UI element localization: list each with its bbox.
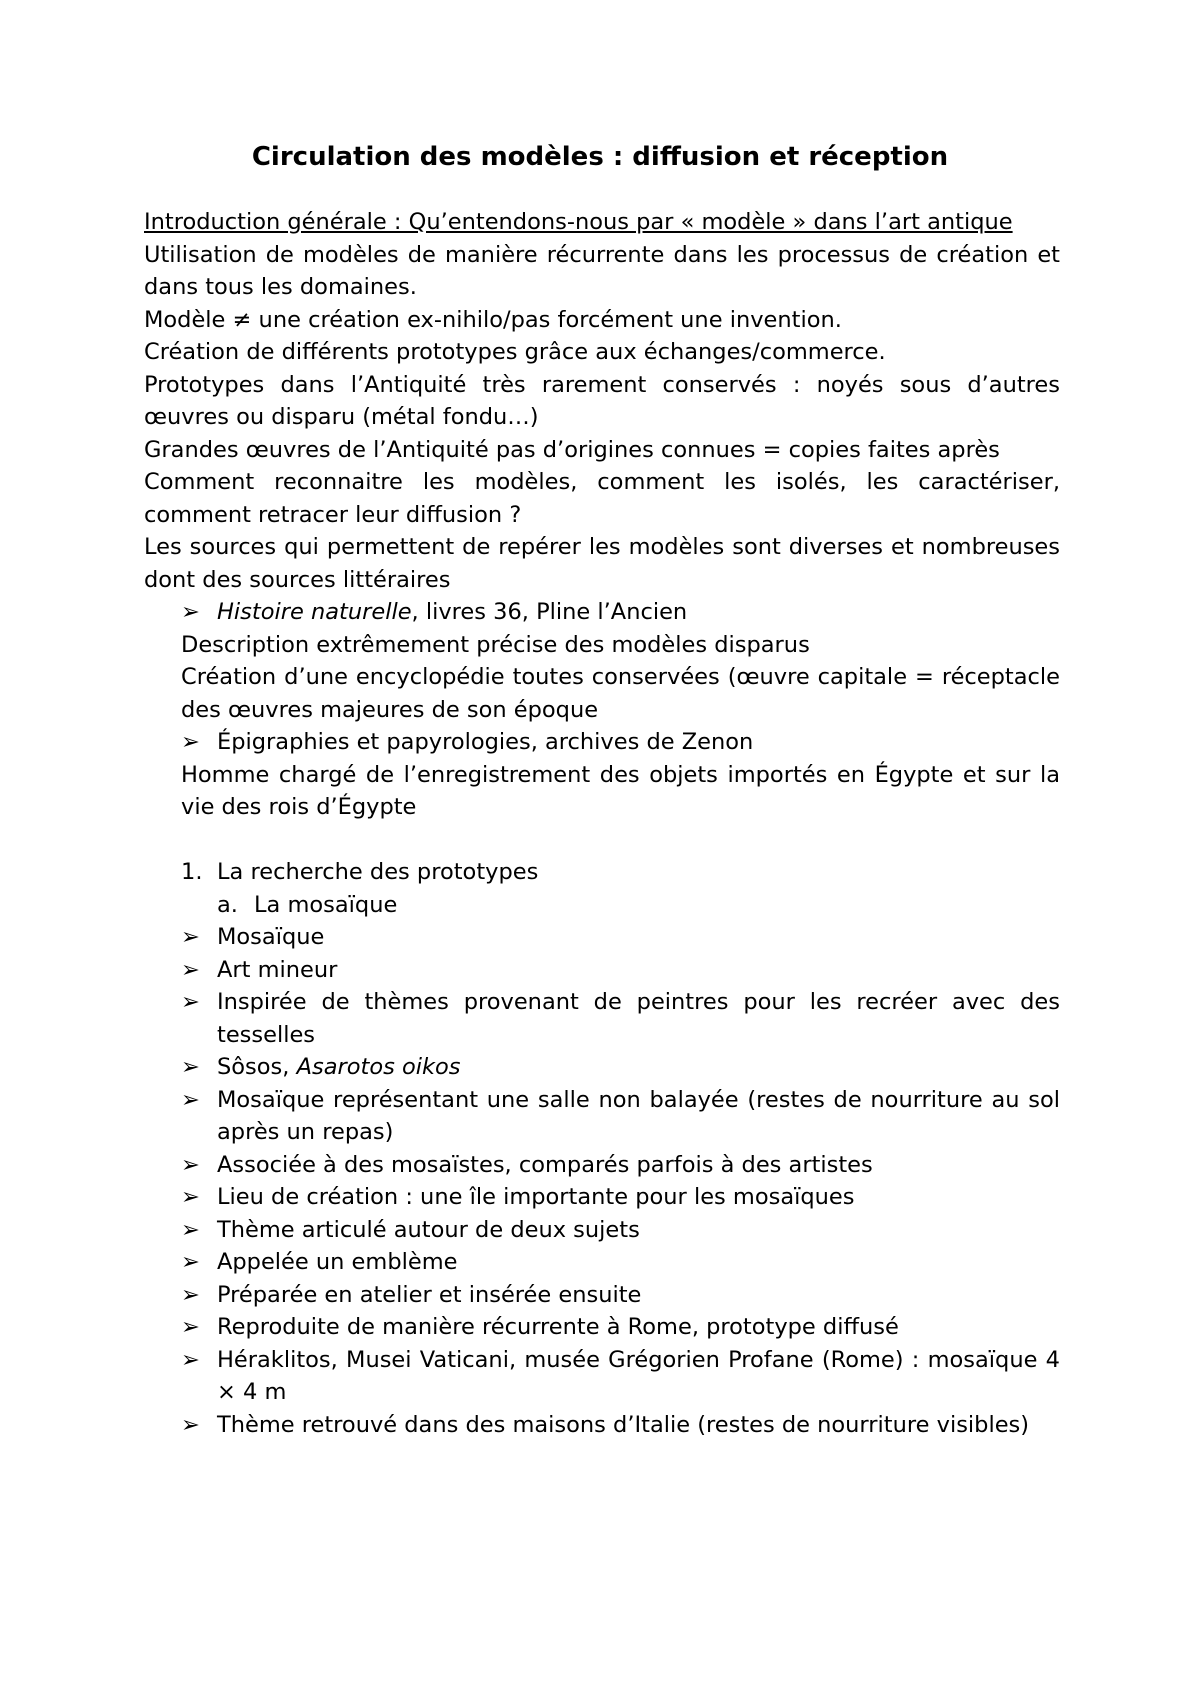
list-item [144,986,1060,1051]
subsection-heading [144,889,1060,922]
arrow-bullet-icon: ➢ [181,1216,200,1243]
work-title: Asarotos oikos [296,1054,461,1080]
work-details: , livres 36, Pline l’Ancien [411,599,688,625]
list-item-text: Inspirée de thèmes provenant de peintres pour les recréer avec des tesselles [217,989,1060,1048]
paragraph: Comment reconnaitre les modèles, comment les isolés, les caractériser, comment retracer leur diffusion ? [144,469,1060,528]
list-item [144,1246,1060,1279]
list-item-text: Préparée en atelier et insérée ensuite [217,1281,642,1308]
subsection-letter: a. [217,891,238,918]
arrow-bullet-icon: ➢ [181,1249,200,1275]
document-body [144,206,1060,1441]
paragraph: Création de différents prototypes grâce aux échanges/commerce. [144,339,886,365]
arrow-bullet-icon: ➢ [181,1054,200,1080]
arrow-bullet-icon: ➢ [181,729,200,755]
list-item-text: Sôsos, [217,1054,297,1080]
list-item-text: Reproduite de manière récurrente à Rome, prototype diffusé [217,1314,899,1340]
section-title: La recherche des prototypes [217,859,539,885]
list-item [144,596,1060,629]
paragraph: Utilisation de modèles de manière récurrente dans les processus de création et dans tous les domaines. [144,241,1060,300]
arrow-bullet-icon: ➢ [181,989,200,1015]
list-item-text: Thème retrouvé dans des maisons d’Italie (restes de nourriture visibles) [217,1411,1030,1438]
list-item-text: Mosaïque [217,924,325,950]
arrow-bullet-icon: ➢ [181,1314,200,1340]
arrow-bullet-icon: ➢ [181,1086,200,1113]
list-item [144,921,1060,954]
arrow-bullet-icon: ➢ [181,1184,200,1210]
indented-note: Description extrêmement précise des modèles disparus [181,631,810,658]
arrow-bullet-icon: ➢ [181,1346,200,1373]
list-item-text: Épigraphies et papyrologies, archives de Zenon [217,729,754,755]
arrow-bullet-icon: ➢ [181,599,200,625]
list-item [144,1279,1060,1312]
list-item-text: Mosaïque représentant une salle non balayée (restes de nourriture au sol après un repas) [217,1086,1060,1145]
list-item [144,726,1060,759]
indented-note: Création d’une encyclopédie toutes conservées (œuvre capitale = réceptacle des œuvres majeures de son époque [181,664,1060,723]
subsection-title: La mosaïque [254,891,398,918]
blank-line [144,824,1060,857]
arrow-bullet-icon: ➢ [181,956,200,983]
list-item [144,1084,1060,1149]
section-heading [144,856,1060,889]
list-item [144,1214,1060,1247]
paragraph: Grandes œuvres de l’Antiquité pas d’origines connues = copies faites après [144,436,1000,463]
paragraph: Prototypes dans l’Antiquité très rarement conservés : noyés sous d’autres œuvres ou disparu (métal fondu…) [144,371,1060,430]
intro-heading: Introduction générale : Qu’entendons-nous par « modèle » dans l’art antique [144,209,1013,235]
work-title: Histoire naturelle [217,599,412,625]
arrow-bullet-icon: ➢ [181,1151,200,1178]
document-title: Circulation des modèles : diffusion et réception [251,142,949,172]
list-item [144,1051,1060,1084]
paragraph: Modèle ≠ une création ex-nihilo/pas forcément une invention. [144,306,842,333]
list-item-text: Héraklitos, Musei Vaticani, musée Grégorien Profane (Rome) : mosaïque 4 × 4 m [217,1346,1060,1405]
list-item-text: Appelée un emblème [217,1249,458,1275]
list-item [144,1311,1060,1344]
arrow-bullet-icon: ➢ [181,924,200,950]
list-item [144,1181,1060,1214]
list-item [144,1149,1060,1182]
indented-note: Homme chargé de l’enregistrement des objets importés en Égypte et sur la vie des rois d’Égypte [181,761,1060,820]
arrow-bullet-icon: ➢ [181,1281,200,1308]
list-item-text: Thème articulé autour de deux sujets [217,1216,640,1243]
list-item [144,954,1060,987]
paragraph: Les sources qui permettent de repérer les modèles sont diverses et nombreuses dont des sources littéraires [144,534,1060,593]
list-item [144,1409,1060,1442]
list-item-text: Lieu de création : une île importante pour les mosaïques [217,1184,855,1210]
section-number: 1. [181,859,203,885]
list-item-text: Art mineur [217,956,338,983]
list-item [144,1344,1060,1409]
list-item-text: Associée à des mosaïstes, comparés parfois à des artistes [217,1151,873,1178]
arrow-bullet-icon: ➢ [181,1411,200,1438]
